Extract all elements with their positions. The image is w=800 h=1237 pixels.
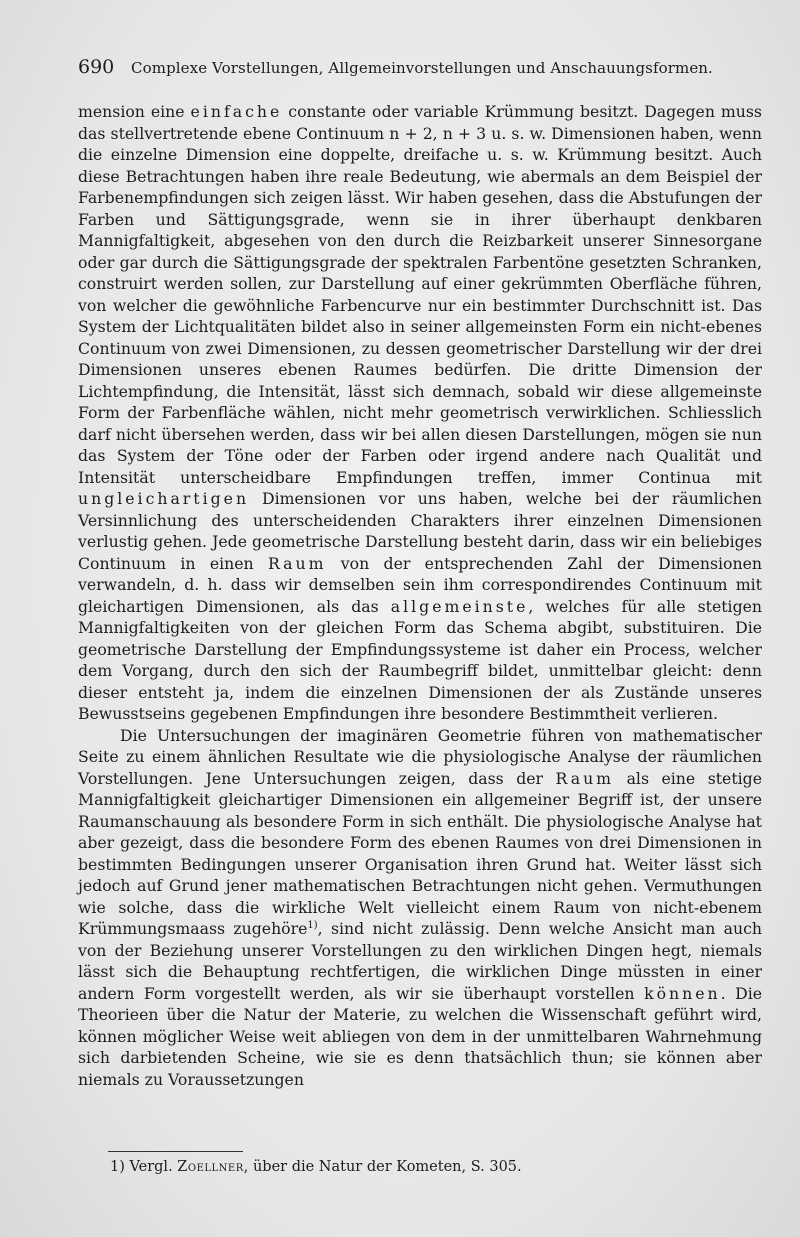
footnote-reference[interactable]: 1) (307, 919, 318, 931)
running-header (78, 56, 768, 86)
paragraph: Die Untersuchungen der imaginären Geometrie führen von mathematischer Seite zu einem ähnlichen Resultate wie die physiologische Analyse der räumlichen Vorstellungen. Jene Untersuchungen zeigen, dass der Raum als eine stetige Mannigfaltigkeit gleichartiger Dimensionen ein allgemeiner Begriff ist, der unsere Raumanschauung als besondere Form in sich enthält. Die physiologische Analyse hat aber gezeigt, dass die besondere Form des ebenen Raumes von drei Dimensionen in bestimmten Bedingungen unserer Organisation ihren Grund hat. Weiter lässt sich jedoch auf Grund jener mathematischen Betrachtungen nicht gehen. Vermuthungen wie solche, dass die wirkliche Welt vielleicht einem Raum von nicht-ebenem Krümmungsmaass zugehöre$^{1)}$, sind nicht zulässig. Denn welche Ansicht man auch von der Beziehung unserer Vorstellungen zu den wirklichen Dingen hegt, niemals lässt sich die Behauptung rechtfertigen, die wirklichen Dinge müssten in einer andern Form vorgestellt werden, als wir sie überhaupt vorstellen können. Die Theorieen über die Natur der Materie, zu welchen die Wissenschaft geführt wird, können möglicher Weise weit abliegen von dem in der unmittelbaren Wahrnehmung sich darbietenden Scheine, wie sie es denn thatsächlich thun; sie können aber niemals zu Voraussetzungen (78, 725, 762, 1089)
emphasis: Raum (267, 553, 327, 573)
body-text (78, 101, 762, 1090)
emphasis: allgemeinste (390, 596, 529, 616)
page-number: 690 (78, 56, 115, 78)
emphasis: können (644, 983, 721, 1003)
emphasis: ungleichartigen (78, 489, 250, 508)
running-title: Complexe Vorstellungen, Allgemeinvorstellungen und Anschauungsformen. (131, 59, 713, 77)
footnote-author: Zoellner (177, 1159, 244, 1175)
paragraph: mension eine einfache constante oder variable Krümmung besitzt. Dagegen muss das stellvertretende ebene Continuum n + 2, n + 3 u. s. w. Dimensionen haben, wenn die einzelne Dimension eine doppelte, dreifache u. s. w. Krümmung besitzt. Auch diese Betrachtungen haben ihre reale Bedeutung, wie abermals an dem Beispiel der Farbenempfindungen sich zeigen lässt. Wir haben gesehen, dass die Abstufungen der Farben und Sättigungsgrade, wenn sie in ihrer überhaupt denkbaren Mannigfaltigkeit, abgesehen von den durch die Reizbarkeit unserer Sinnesorgane oder gar durch die Sättigungsgrade der spektralen Farbentöne gesetzten Schranken, construirt werden sollen, zur Darstellung auf einer gekrümmten Oberfläche führen, von welcher die gewöhnliche Farbencurve nur ein bestimmter Durchschnitt ist. Das System der Lichtqualitäten bildet also in seiner allgemeinsten Form ein nicht-ebenes Continuum von zwei Dimensionen, zu dessen geometrischer Darstellung wir der drei Dimensionen unseres ebenen Raumes bedürfen. Die dritte Dimension der Lichtempfindung, die Intensität, lässt sich demnach, sobald wir diese allgemeinste Form der Farbenfläche wählen, nicht mehr geometrisch verwirklichen. Schliesslich darf nicht übersehen werden, dass wir bei allen diesen Darstellungen, mögen sie nun das System der Töne oder der Farben oder irgend andere nach Qualität und Intensität unterscheidbare Empfindungen treffen, immer Continua mit ungleichartigen Dimensionen vor uns haben, welche bei der räumlichen Versinnlichung des unterscheidenden Charakters ihrer einzelnen Dimensionen verlustig gehen. Jede geometrische Darstellung besteht darin, dass wir ein beliebiges Continuum in einen Raum von der entsprechenden Zahl der Dimensionen verwandeln, d. h. dass wir demselben sein ihm correspondirendes Continuum mit gleichartigen Dimensionen, als das allgemeinste, welches für alle stetigen Mannigfaltigkeiten von der gleichen Form das Schema abgibt, substituiren. Die geometrische Darstellung der Empfindungssysteme ist daher ein Process, welcher dem Vorgang, durch den sich der Raumbegriff bildet, unmittelbar gleicht: denn dieser entsteht ja, indem die einzelnen Dimensionen der als Zustände unseres Bewusstseins gegebenen Empfindungen ihre besondere Bestimmtheit verlieren. (78, 102, 763, 723)
footnote-divider (108, 1151, 243, 1152)
footnote-marker: 1) (110, 1159, 125, 1175)
emphasis: Raum (555, 768, 615, 788)
footnote: 1) Vergl. Zoellner, über die Natur der Kometen, S. 305. (110, 1159, 522, 1175)
emphasis: einfache (190, 102, 283, 121)
